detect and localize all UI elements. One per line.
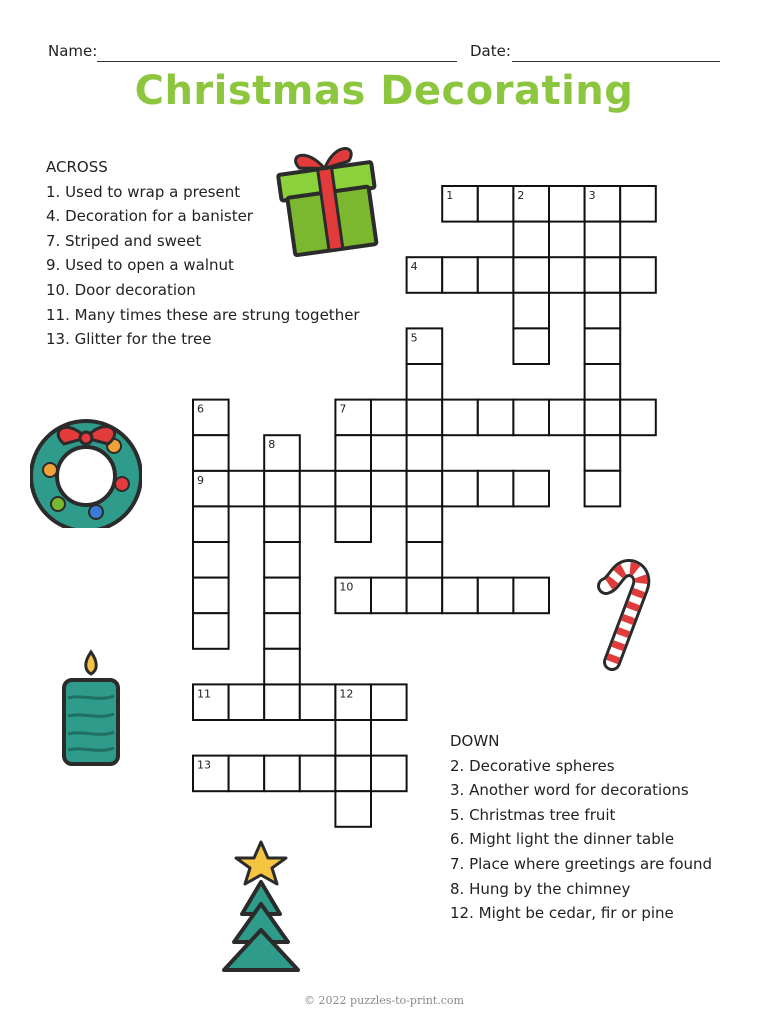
copyright-footer: © 2022 puzzles-to-print.com [304, 994, 464, 1007]
grid-cell[interactable] [371, 684, 407, 720]
grid-cell[interactable] [335, 506, 371, 542]
grid-cell[interactable] [478, 471, 514, 507]
clue-across: 10. Door decoration [46, 280, 196, 299]
grid-cell[interactable] [407, 471, 443, 507]
cell-number: 8 [268, 438, 276, 452]
candle-icon [58, 648, 124, 770]
page-title: Christmas Decorating [134, 68, 634, 114]
grid-cell[interactable] [229, 684, 265, 720]
grid-cell[interactable] [407, 364, 443, 400]
grid-cell[interactable] [407, 578, 443, 614]
grid-cell[interactable] [300, 471, 336, 507]
christmas-tree-icon [216, 838, 306, 978]
clue-down: 2. Decorative spheres [450, 756, 615, 775]
grid-cell[interactable] [585, 435, 621, 471]
grid-cell[interactable] [620, 186, 656, 222]
grid-cell[interactable] [513, 578, 549, 614]
cell-number: 7 [339, 402, 347, 416]
clue-across: 1. Used to wrap a present [46, 182, 241, 201]
cell-number: 1 [446, 189, 454, 202]
grid-cell[interactable] [442, 400, 478, 436]
grid-cell[interactable] [407, 435, 443, 471]
grid-cell[interactable] [620, 257, 656, 293]
date-label: Date: [470, 42, 511, 60]
grid-cell[interactable] [264, 756, 300, 792]
gift-icon [274, 134, 386, 258]
down-heading: DOWN [450, 732, 500, 750]
cell-number: 6 [197, 402, 204, 416]
grid-cell[interactable] [585, 364, 621, 400]
cell-number: 12 [339, 687, 354, 701]
grid-cell[interactable] [585, 257, 621, 293]
grid-cell[interactable] [335, 791, 371, 827]
grid-cell[interactable] [513, 471, 549, 507]
cell-number: 4 [410, 260, 418, 274]
grid-cell[interactable] [335, 756, 371, 792]
clue-down: 3. Another word for decorations [450, 781, 689, 800]
grid-cell[interactable] [549, 400, 585, 436]
grid-cell[interactable] [442, 578, 478, 614]
grid-cell[interactable] [264, 578, 300, 614]
grid-cell[interactable] [193, 435, 229, 471]
grid-cell[interactable] [620, 400, 656, 436]
grid-cell[interactable] [335, 720, 371, 756]
cell-number: 5 [410, 331, 418, 345]
grid-cell[interactable] [478, 257, 514, 293]
clue-down: 6. Might light the dinner table [450, 830, 675, 849]
grid-cell[interactable] [585, 400, 621, 436]
clue-down: 7. Place where greetings are found [450, 854, 713, 873]
grid-cell[interactable] [513, 328, 549, 364]
cell-number: 13 [197, 758, 211, 772]
grid-cell[interactable] [513, 222, 549, 258]
grid-cell[interactable] [371, 471, 407, 507]
grid-cell[interactable] [335, 435, 371, 471]
candy-cane-icon [590, 552, 670, 676]
across-heading: ACROSS [46, 158, 108, 176]
cell-number: 3 [588, 189, 596, 202]
grid-cell[interactable] [442, 257, 478, 293]
grid-cell[interactable] [513, 257, 549, 293]
grid-cell[interactable] [371, 400, 407, 436]
clue-across: 4. Decoration for a banister [46, 207, 253, 226]
grid-cell[interactable] [442, 471, 478, 507]
cell-number: 2 [517, 189, 525, 202]
grid-cell[interactable] [407, 542, 443, 578]
cell-number: 11 [197, 687, 211, 701]
clue-across: 11. Many times these are strung together [46, 305, 360, 324]
cell-number: 9 [197, 473, 204, 487]
grid-cell[interactable] [513, 400, 549, 436]
name-label: Name: [48, 42, 98, 60]
clue-across: 9. Used to open a walnut [46, 256, 234, 275]
grid-cell[interactable] [478, 578, 514, 614]
grid-cell[interactable] [300, 684, 336, 720]
grid-cell[interactable] [549, 257, 585, 293]
grid-cell[interactable] [229, 756, 265, 792]
clue-across: 7. Striped and sweet [46, 231, 202, 250]
clue-across: 13. Glitter for the tree [46, 330, 212, 349]
grid-cell[interactable] [407, 506, 443, 542]
grid-cell[interactable] [407, 400, 443, 436]
wreath-icon [30, 408, 142, 528]
clue-down: 12. Might be cedar, fir or pine [450, 904, 674, 923]
grid-cell[interactable] [264, 684, 300, 720]
grid-cell[interactable] [371, 756, 407, 792]
grid-cell[interactable] [264, 542, 300, 578]
clue-down: 5. Christmas tree fruit [450, 805, 616, 824]
grid-cell[interactable] [229, 471, 265, 507]
grid-cell[interactable] [264, 506, 300, 542]
grid-cell[interactable] [193, 542, 229, 578]
grid-cell[interactable] [478, 186, 514, 222]
grid-cell[interactable] [549, 186, 585, 222]
cell-number: 10 [339, 580, 354, 594]
grid-cell[interactable] [585, 222, 621, 258]
grid-cell[interactable] [513, 293, 549, 329]
grid-cell[interactable] [264, 613, 300, 649]
grid-cell[interactable] [300, 756, 336, 792]
grid-cell[interactable] [585, 328, 621, 364]
grid-cell[interactable] [335, 471, 371, 507]
grid-cell[interactable] [193, 613, 229, 649]
grid-cell[interactable] [478, 400, 514, 436]
grid-cell[interactable] [193, 506, 229, 542]
grid-cell[interactable] [585, 471, 621, 507]
grid-cell[interactable] [264, 649, 300, 685]
grid-cell[interactable] [371, 578, 407, 614]
grid-cell[interactable] [193, 578, 229, 614]
grid-cell[interactable] [585, 293, 621, 329]
clue-down: 8. Hung by the chimney [450, 879, 631, 898]
grid-cell[interactable] [264, 471, 300, 507]
